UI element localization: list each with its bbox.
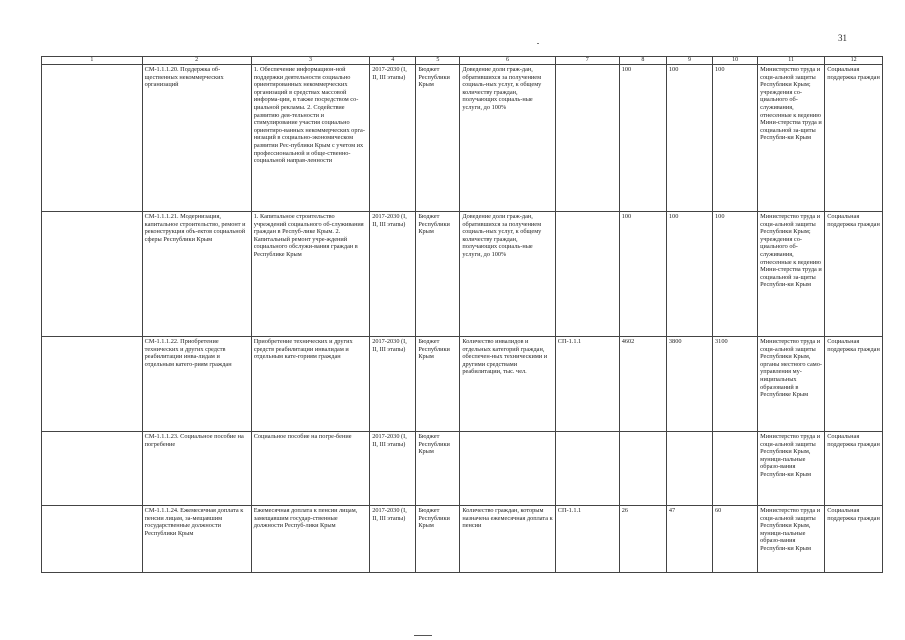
cell-col1	[42, 506, 143, 573]
cell-responsible: Министерство труда и соци-альной защиты Республики Крым, органы местного само-управления му-ниципальных образований в Республике Крым	[758, 337, 825, 432]
cell-indicator	[555, 212, 619, 337]
header-cell: 11	[758, 57, 825, 65]
table-row	[42, 65, 883, 212]
scan-mark	[537, 43, 539, 44]
cell-indicator: СП-1.1.1	[555, 337, 619, 432]
header-cell: 9	[666, 57, 712, 65]
cell-measure: СМ-1.1.1.24. Ежемесячная доплата к пенсии лицам, за-мещавшим государственные должности Республики Крым	[142, 506, 251, 573]
cell-value-9: 100	[666, 65, 712, 212]
header-cell: 1	[42, 57, 143, 65]
header-cell: 6	[460, 57, 555, 65]
cell-value-8: 4602	[619, 337, 666, 432]
cell-program: Социальная поддержка граждан	[825, 65, 883, 212]
cell-result: Количество граждан, которым назначена ежемесячная доплата к пенсии	[460, 506, 555, 573]
cell-col1	[42, 212, 143, 337]
cell-value-8: 26	[619, 506, 666, 573]
cell-indicator: СП-1.1.1	[555, 506, 619, 573]
page-number: 31	[838, 33, 847, 43]
cell-result: Доведение доли граж-дан, обратившихся за получением социаль-ных услуг, к общему количеству граждан, получающих социаль-ные услуги, до 100%	[460, 212, 555, 337]
cell-result: Доведение доли граж-дан, обратившихся за получением социаль-ных услуг, к общему количеству граждан, получающих социаль-ные услуги, до 100%	[460, 65, 555, 212]
cell-content: Социальное пособие на погре-бение	[251, 432, 369, 506]
table-row	[42, 212, 883, 337]
cell-value-10: 60	[713, 506, 758, 573]
cell-content: 1. Капитальное строительство учреждений социального об-служивания граждан в Респуб-лике Крым. 2. Капитальный ремонт учре-ждений социального обслужи-вания граждан в Республике Крым	[251, 212, 369, 337]
cell-value-10: 100	[713, 212, 758, 337]
program-table	[41, 56, 883, 573]
header-cell: 8	[619, 57, 666, 65]
cell-content: Приобретение технических и других средств реабилитации инвалидам и отдельным кате-гориям граждан	[251, 337, 369, 432]
cell-value-8	[619, 432, 666, 506]
cell-responsible: Министерство труда и соци-альной защиты Республики Крым; учреждения со-циального об-служивания, отнесенные к ведению Мини-стерства труда и социальной за-щиты Республи-ки Крым	[758, 212, 825, 337]
cell-value-8: 100	[619, 65, 666, 212]
cell-period: 2017-2030 (I, II, III этапы)	[370, 65, 416, 212]
cell-content: 1. Обеспечение информацион-ной поддержки деятельности социально ориентированных некоммерческих организаций в средствах массовой информа-ции, в также посредством со-циальной рекламы. 2. Содействие развитию дея-тельности и стимулирование участия социально ориентиро-ванных некоммерческих орга-низаций в социально-экономическом развитии Рес-публики Крым с учетом их профессиональной и обще-ственно-социальной направ-ленности	[251, 65, 369, 212]
cell-measure: СМ-1.1.1.23. Социальное пособие на погребение	[142, 432, 251, 506]
header-cell: 7	[555, 57, 619, 65]
cell-measure: СМ-1.1.1.20. Поддержка об-щественных некоммерческих организаций	[142, 65, 251, 212]
table-header-row	[42, 57, 883, 65]
cell-period: 2017-2030 (I, II, III этапы)	[370, 432, 416, 506]
cell-funding: Бюджет Республики Крым	[416, 432, 460, 506]
cell-value-9	[666, 432, 712, 506]
table-row	[42, 337, 883, 432]
header-cell: 5	[416, 57, 460, 65]
cell-responsible: Министерство труда и соци-альной защиты Республики Крым; учреждения со-циального об-служивания, отнесенные к ведению Мини-стерства труда и социальной за-щиты Республи-ки Крым	[758, 65, 825, 212]
cell-program: Социальная поддержка граждан	[825, 432, 883, 506]
cell-period: 2017-2030 (I, II, III этапы)	[370, 337, 416, 432]
cell-responsible: Министерство труда и соци-альной защиты Республики Крым, муници-пальные образо-вания Республи-ки Крым	[758, 432, 825, 506]
cell-result: Количество инвалидов и отдельных категорий граждан, обеспечен-ных техническими и другими средствами реабилитации, тыс. чел.	[460, 337, 555, 432]
cell-content: Ежемесячная доплата к пенсии лицам, замещавшим государ-ственные должности Респуб-лики Крым	[251, 506, 369, 573]
cell-period: 2017-2030 (I, II, III этапы)	[370, 212, 416, 337]
cell-value-8: 100	[619, 212, 666, 337]
cell-program: Социальная поддержка граждан	[825, 212, 883, 337]
header-cell: 4	[370, 57, 416, 65]
cell-measure: СМ-1.1.1.21. Модернизация, капитальное строительство, ремонт и реконструкция объ-ектов социальной сферы Республики Крым	[142, 212, 251, 337]
header-cell: 2	[142, 57, 251, 65]
cell-value-10: 100	[713, 65, 758, 212]
cell-program: Социальная поддержка граждан	[825, 337, 883, 432]
cell-value-10: 3100	[713, 337, 758, 432]
cell-col1	[42, 337, 143, 432]
cell-funding: Бюджет Республики Крым	[416, 337, 460, 432]
cell-measure: СМ-1.1.1.22. Приобретение технических и других средств реабилитации инва-лидам и отдельным катего-риям граждан	[142, 337, 251, 432]
scan-mark	[414, 635, 432, 636]
cell-value-9: 3800	[666, 337, 712, 432]
table-row	[42, 432, 883, 506]
cell-funding: Бюджет Республики Крым	[416, 506, 460, 573]
header-cell: 12	[825, 57, 883, 65]
table-row	[42, 506, 883, 573]
cell-value-9: 100	[666, 212, 712, 337]
header-cell: 3	[251, 57, 369, 65]
cell-period: 2017-2030 (I, II, III этапы)	[370, 506, 416, 573]
cell-value-10	[713, 432, 758, 506]
cell-funding: Бюджет Республики Крым	[416, 212, 460, 337]
cell-col1	[42, 65, 143, 212]
cell-responsible: Министерство труда и соци-альной защиты Республики Крым, муници-пальные образо-вания Республи-ки Крым	[758, 506, 825, 573]
cell-result	[460, 432, 555, 506]
cell-col1	[42, 432, 143, 506]
cell-indicator	[555, 65, 619, 212]
cell-value-9: 47	[666, 506, 712, 573]
cell-funding: Бюджет Республики Крым	[416, 65, 460, 212]
cell-program: Социальная поддержка граждан	[825, 506, 883, 573]
cell-indicator	[555, 432, 619, 506]
header-cell: 10	[713, 57, 758, 65]
